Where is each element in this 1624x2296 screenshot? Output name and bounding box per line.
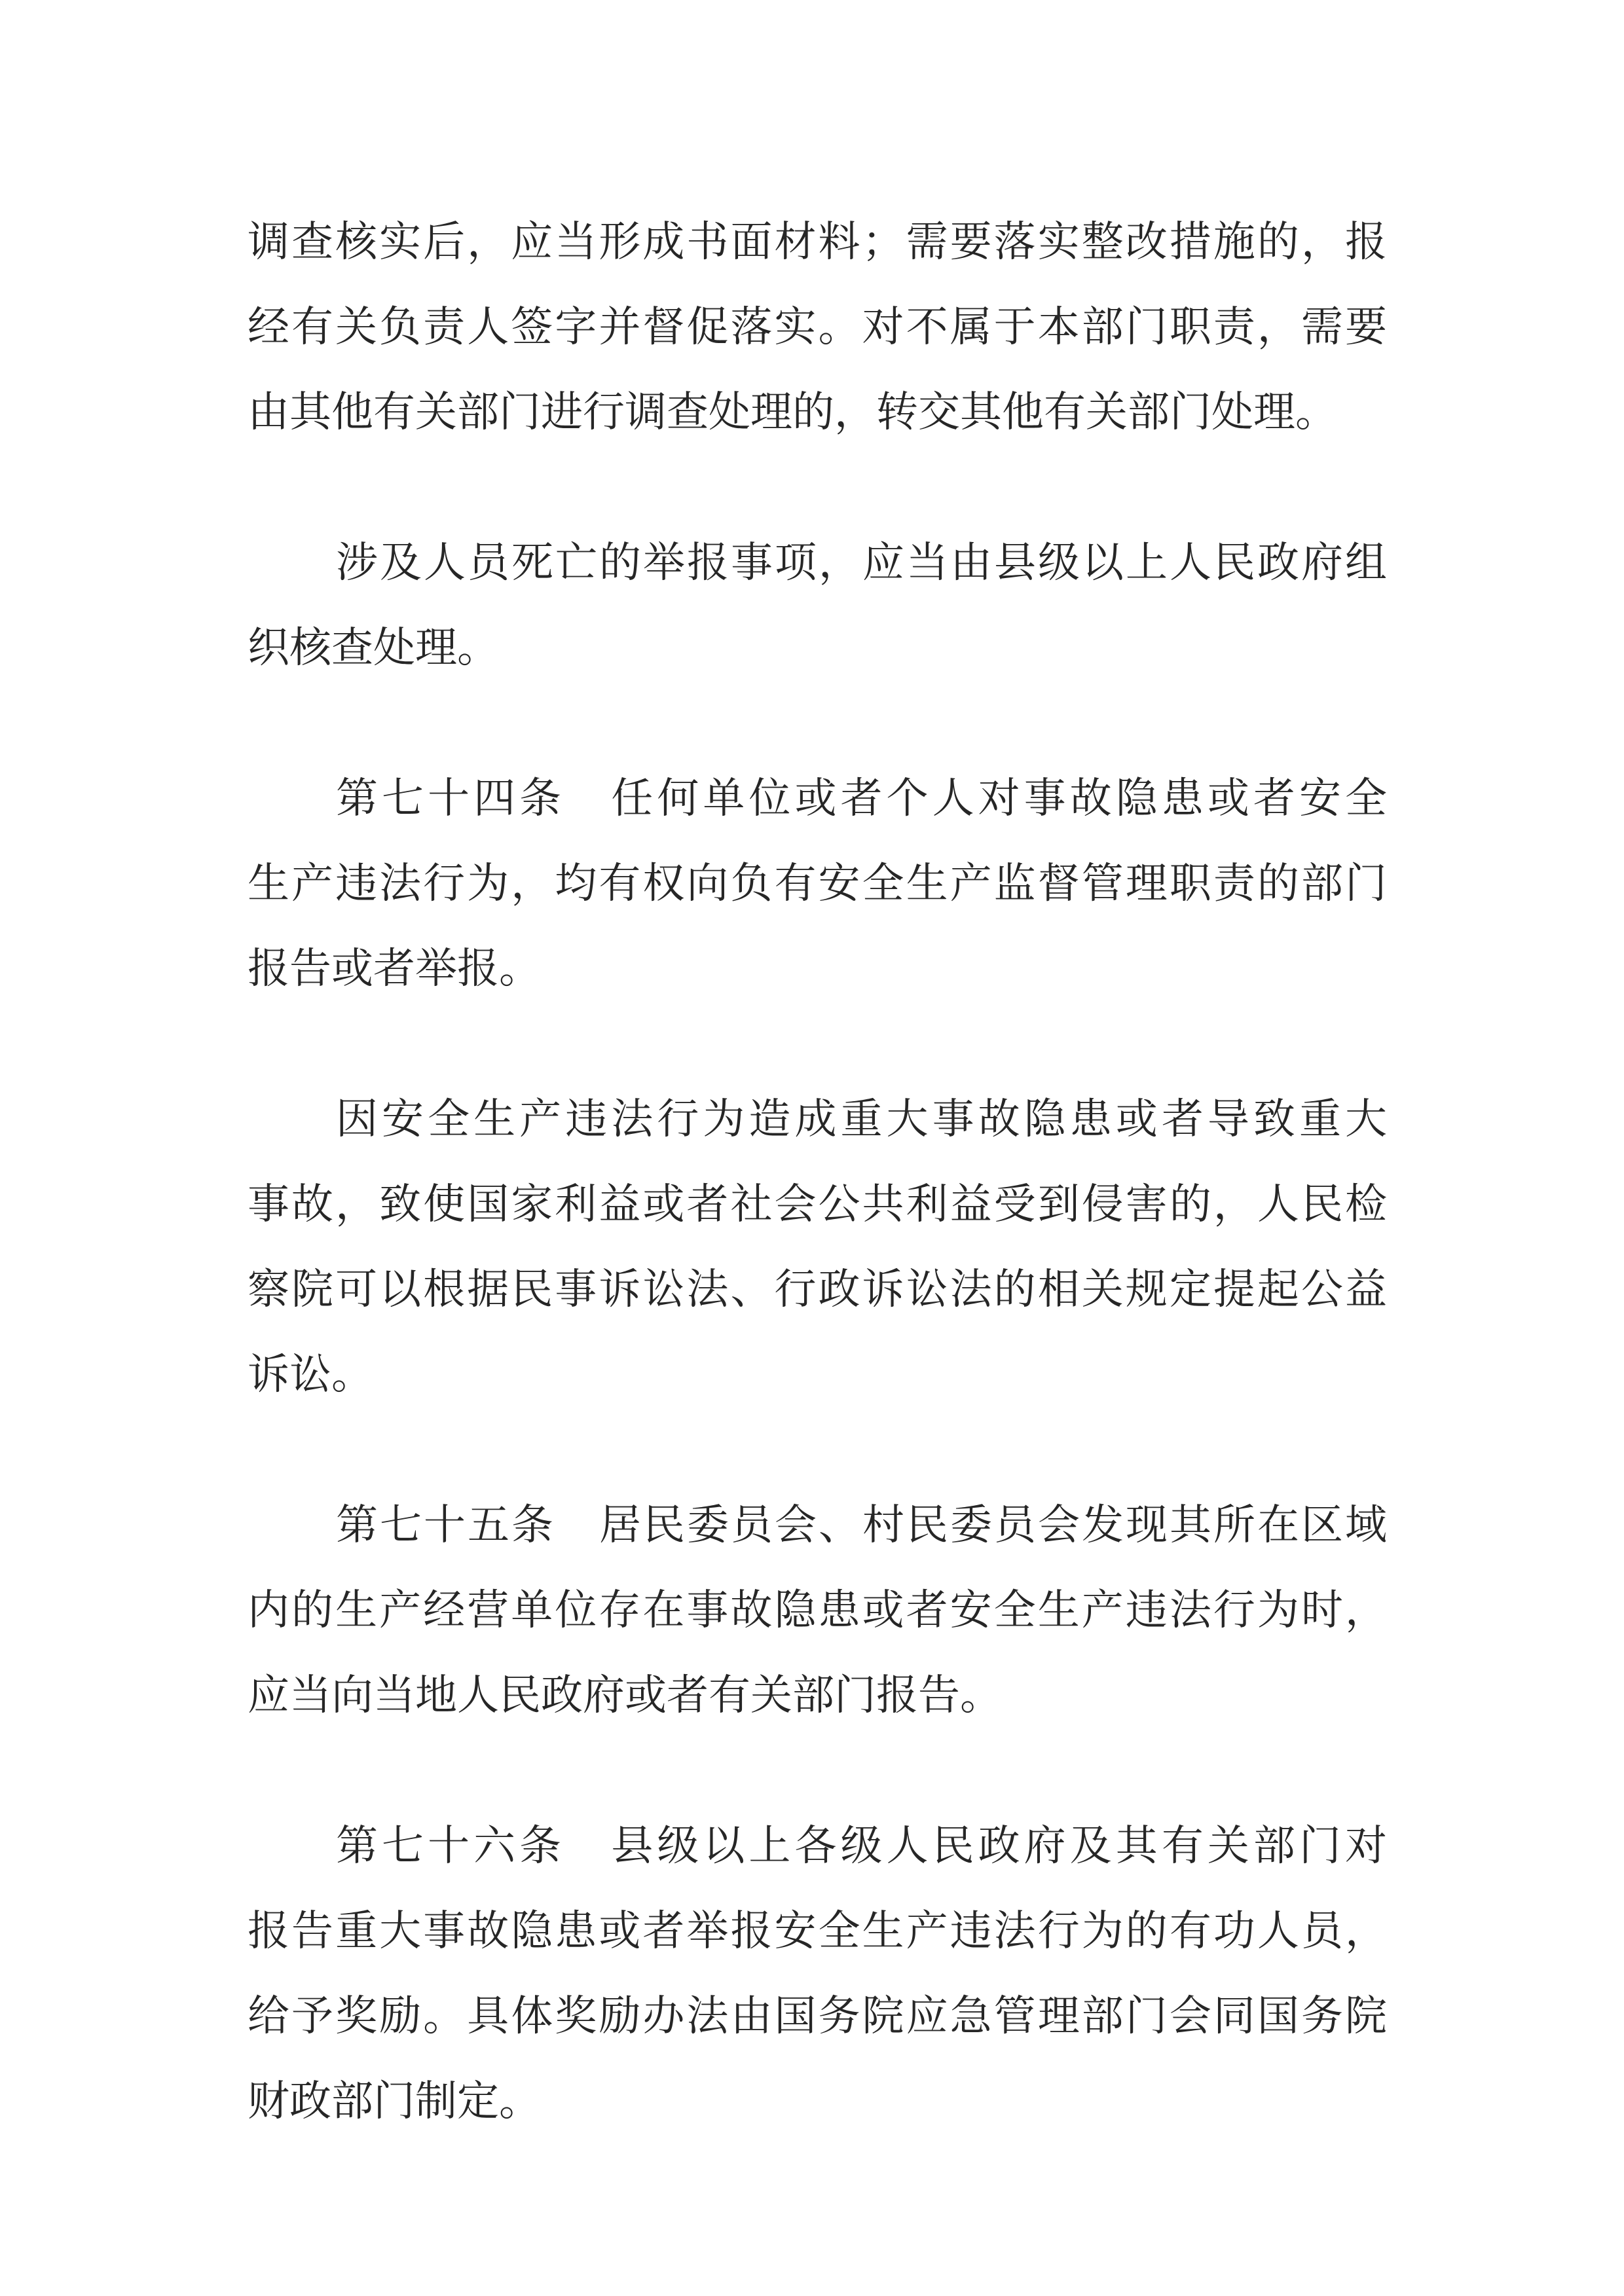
text-line: 察院可以根据民事诉讼法、行政诉讼法的相关规定提起公益 [248,1266,1387,1314]
text-line: 给予奖励。具体奖励办法由国务院应急管理部门会同国务院 [248,1992,1387,2041]
text-line: 报告或者举报。 [248,945,541,993]
article-74-paragraph [248,756,1387,1011]
text-line: 内的生产经营单位存在事故隐患或者安全生产违法行为时， [248,1586,1387,1635]
text-line: 诉讼。 [248,1351,373,1399]
text-line: 第七十五条 居民委员会、村民委员会发现其所在区域 [336,1501,1387,1550]
text-line: 报告重大事故隐患或者举报安全生产违法行为的有功人员， [248,1907,1387,1956]
article-75-paragraph [248,1483,1387,1738]
text-line: 织核查处理。 [248,624,499,672]
text-line: 第七十四条 任何单位或者个人对事故隐患或者安全 [336,774,1387,823]
document-body [248,200,1387,2210]
paragraph-4 [248,1077,1387,1417]
text-line: 财政部门制定。 [248,2077,541,2126]
text-line: 由其他有关部门进行调查处理的，转交其他有关部门处理。 [248,388,1337,437]
text-line: 事故，致使国家利益或者社会公共利益受到侵害的，人民检 [248,1180,1387,1229]
text-line: 调查核实后，应当形成书面材料；需要落实整改措施的，报 [248,218,1387,266]
text-line: 经有关负责人签字并督促落实。对不属于本部门职责，需要 [248,303,1387,352]
paragraph-1 [248,200,1387,455]
text-line: 生产违法行为，均有权向负有安全生产监督管理职责的部门 [248,860,1387,908]
article-76-paragraph [248,1804,1387,2144]
text-line: 应当向当地人民政府或者有关部门报告。 [248,1671,1002,1720]
text-line: 因安全生产违法行为造成重大事故隐患或者导致重大 [336,1095,1387,1144]
text-line: 第七十六条 县级以上各级人民政府及其有关部门对 [336,1822,1387,1870]
text-line: 涉及人员死亡的举报事项，应当由县级以上人民政府组 [336,539,1387,587]
paragraph-2 [248,520,1387,691]
